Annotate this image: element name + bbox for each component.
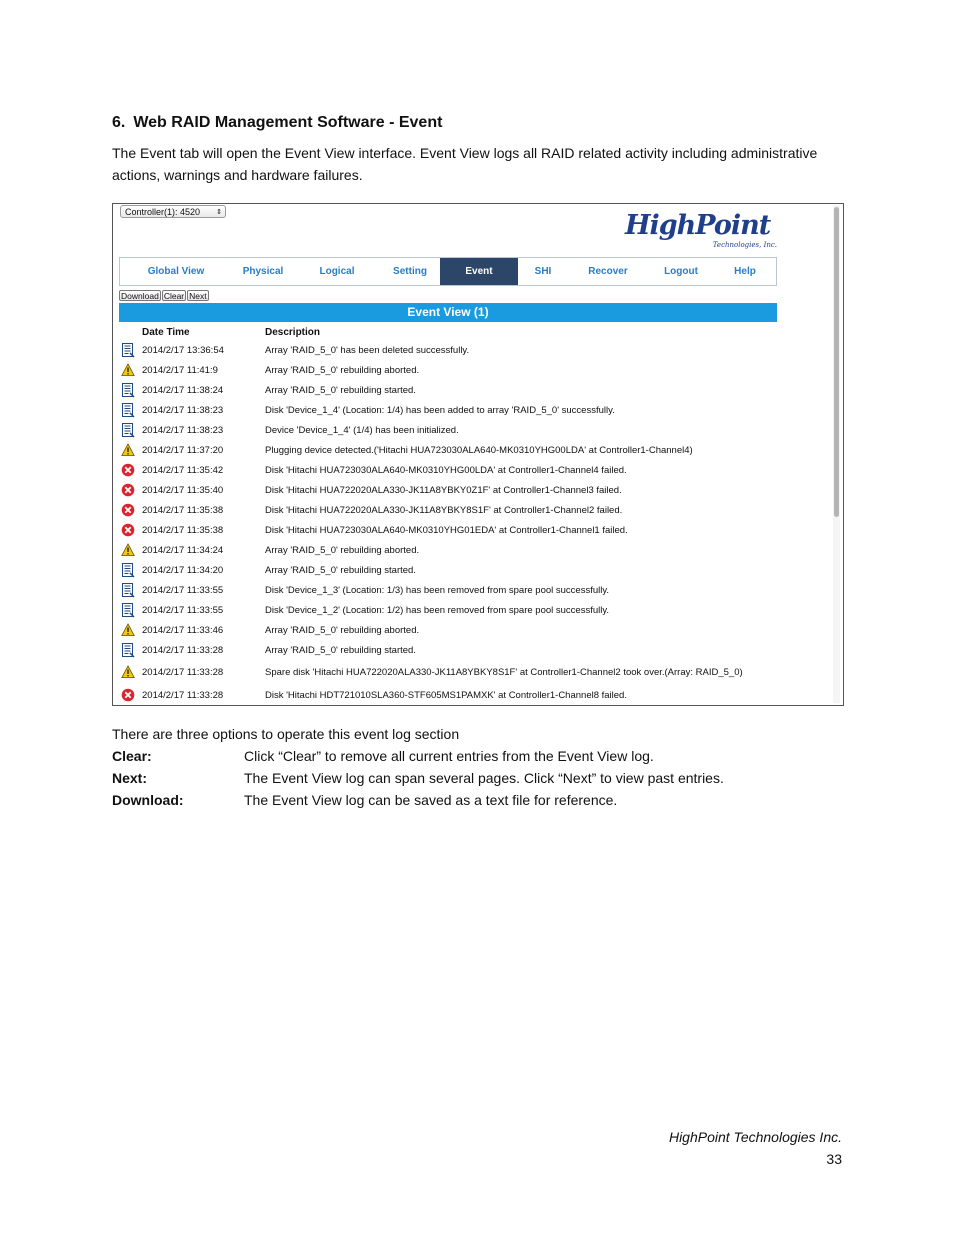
event-description: Array 'RAID_5_0' rebuilding aborted. <box>265 365 420 376</box>
event-datetime: 2014/2/17 11:37:20 <box>142 445 224 456</box>
error-icon <box>121 483 135 497</box>
highpoint-logo <box>625 212 785 252</box>
option-term: Clear: <box>112 748 152 764</box>
nav-tabs <box>119 257 777 286</box>
next-button[interactable]: Next <box>189 291 207 301</box>
event-description: Disk 'Hitachi HUA722020ALA330-JK11A8YBKY8S1F' at Controller1-Channel2 failed. <box>265 505 623 516</box>
select-arrows-icon: ⇕ <box>216 209 222 216</box>
event-datetime: 2014/2/17 11:33:28 <box>142 645 224 656</box>
error-icon <box>121 503 135 517</box>
section-title: Web RAID Management Software - Event <box>133 114 443 131</box>
log-document-icon <box>121 383 135 397</box>
option-definition: Click “Clear” to remove all current entries from the Event View log. <box>244 748 654 764</box>
event-view-screenshot <box>112 203 844 706</box>
warning-icon <box>121 363 135 377</box>
option-term: Next: <box>112 770 148 786</box>
warning-icon <box>121 665 135 679</box>
log-document-icon <box>121 423 135 437</box>
option-term: Download: <box>112 792 184 808</box>
error-icon <box>121 688 135 702</box>
clear-button[interactable]: Clear <box>163 291 185 301</box>
event-datetime: 2014/2/17 11:34:24 <box>142 545 224 556</box>
event-description: Disk 'Device_1_4' (Location: 1/4) has been added to array 'RAID_5_0' successfully. <box>265 405 615 416</box>
event-datetime: 2014/2/17 11:35:38 <box>142 505 224 516</box>
tab-logical[interactable]: Logical <box>319 266 355 277</box>
tab-recover[interactable]: Recover <box>588 266 628 277</box>
section-number: 6. <box>112 114 126 131</box>
event-actions <box>119 290 210 301</box>
event-datetime: 2014/2/17 11:38:23 <box>142 405 224 416</box>
event-datetime: 2014/2/17 11:33:46 <box>142 625 224 636</box>
error-icon <box>121 463 135 477</box>
event-description: Disk 'Hitachi HUA723030ALA640-MK0310YHG00LDA' at Controller1-Channel4 failed. <box>265 465 627 476</box>
event-datetime: 2014/2/17 11:33:55 <box>142 585 224 596</box>
event-description: Plugging device detected.('Hitachi HUA723030ALA640-MK0310YHG00LDA' at Controller1-Channel4) <box>265 445 693 456</box>
log-document-icon <box>121 643 135 657</box>
event-datetime: 2014/2/17 11:41:9 <box>142 365 218 376</box>
event-datetime: 2014/2/17 13:36:54 <box>142 345 224 356</box>
event-description: Array 'RAID_5_0' rebuilding started. <box>265 645 416 656</box>
tab-event[interactable]: Event <box>440 258 518 285</box>
event-datetime: 2014/2/17 11:35:38 <box>142 525 224 536</box>
log-document-icon <box>121 583 135 597</box>
event-description: Array 'RAID_5_0' rebuilding started. <box>265 565 416 576</box>
event-description: Disk 'Hitachi HDT721010SLA360-STF605MS1PAMXK' at Controller1-Channel8 failed. <box>265 690 627 701</box>
options-intro: There are three options to operate this event log section <box>112 726 460 742</box>
event-description: Array 'RAID_5_0' rebuilding started. <box>265 385 416 396</box>
event-datetime: 2014/2/17 11:35:42 <box>142 465 224 476</box>
page-number: 33 <box>826 1151 842 1167</box>
footer-company: HighPoint Technologies Inc. <box>668 1129 842 1145</box>
event-datetime: 2014/2/17 11:33:28 <box>142 690 224 701</box>
section-heading <box>112 114 442 132</box>
log-document-icon <box>121 603 135 617</box>
log-document-icon <box>121 343 135 357</box>
event-description: Disk 'Hitachi HUA723030ALA640-MK0310YHG01EDA' at Controller1-Channel1 failed. <box>265 525 628 536</box>
event-datetime: 2014/2/17 11:38:24 <box>142 385 224 396</box>
warning-icon <box>121 623 135 637</box>
logo-brand: HighPoint <box>625 210 771 241</box>
warning-icon <box>121 543 135 557</box>
intro-paragraph: The Event tab will open the Event View interface. Event View logs all RAID related activity including administrative actions, warnings and hardware failures. <box>112 145 818 183</box>
event-description: Device 'Device_1_4' (1/4) has been initialized. <box>265 425 459 436</box>
col-header-description: Description <box>265 327 321 338</box>
event-datetime: 2014/2/17 11:33:28 <box>142 667 224 678</box>
tab-global-view[interactable]: Global View <box>147 266 205 277</box>
option-definition: The Event View log can be saved as a text file for reference. <box>244 792 618 808</box>
option-definition: The Event View log can span several pages. Click “Next” to view past entries. <box>244 770 724 786</box>
event-datetime: 2014/2/17 11:38:23 <box>142 425 224 436</box>
event-datetime: 2014/2/17 11:35:40 <box>142 485 224 496</box>
tab-logout[interactable]: Logout <box>664 266 698 277</box>
event-description: Array 'RAID_5_0' rebuilding aborted. <box>265 625 420 636</box>
event-datetime: 2014/2/17 11:33:55 <box>142 605 224 616</box>
event-datetime: 2014/2/17 11:34:20 <box>142 565 224 576</box>
event-description: Disk 'Device_1_2' (Location: 1/2) has been removed from spare pool successfully. <box>265 605 610 616</box>
logo-subtitle: Technologies, Inc. <box>712 241 777 249</box>
col-header-datetime: Date Time <box>142 327 190 338</box>
event-description: Array 'RAID_5_0' has been deleted successfully. <box>265 345 470 356</box>
log-document-icon <box>121 563 135 577</box>
error-icon <box>121 523 135 537</box>
scrollbar[interactable] <box>833 205 840 703</box>
warning-icon <box>121 443 135 457</box>
event-description: Array 'RAID_5_0' rebuilding aborted. <box>265 545 420 556</box>
event-description: Disk 'Device_1_3' (Location: 1/3) has been removed from spare pool successfully. <box>265 585 610 596</box>
event-description: Spare disk 'Hitachi HUA722020ALA330-JK11A8YBKY8S1F' at Controller1-Channel2 took over.(Array: RAID_5_0) <box>265 667 743 678</box>
controller-select[interactable] <box>120 205 226 218</box>
tab-setting[interactable]: Setting <box>393 266 427 277</box>
scrollbar-thumb[interactable] <box>834 207 839 517</box>
tab-shi[interactable]: SHI <box>534 266 552 277</box>
tab-help[interactable]: Help <box>734 266 756 277</box>
tab-physical[interactable]: Physical <box>242 266 284 277</box>
controller-select-value: Controller(1): 4520 <box>125 207 201 217</box>
download-button[interactable]: Download <box>121 291 159 301</box>
event-description: Disk 'Hitachi HUA722020ALA330-JK11A8YBKY0Z1F' at Controller1-Channel3 failed. <box>265 485 622 496</box>
log-document-icon <box>121 403 135 417</box>
event-view-banner: Event View (1) <box>119 303 777 322</box>
